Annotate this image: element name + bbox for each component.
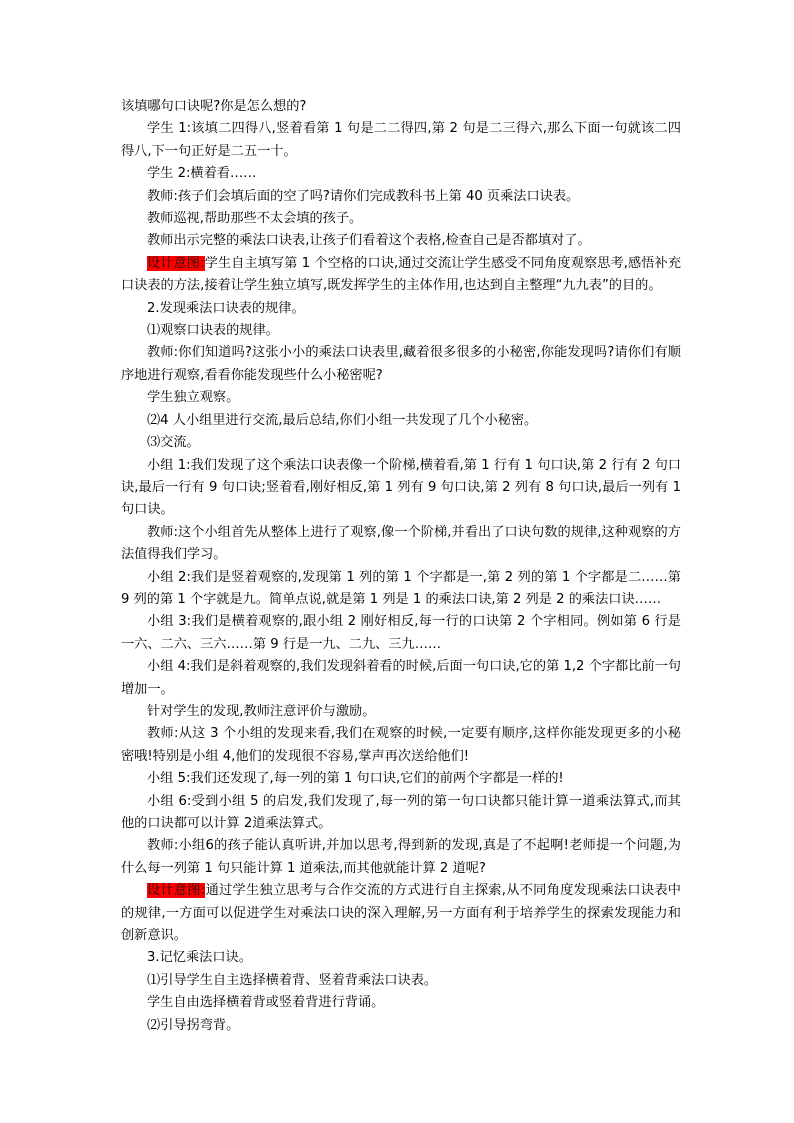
- paragraph: 该填哪句口诀呢?你是怎么想的?: [121, 99, 307, 114]
- paragraph: 小组 4:我们是斜着观察的,我们发现斜着看的时候,后面一句口诀,它的第 1,2 个字都比前一句增加一。: [121, 659, 681, 697]
- section-heading: 3.记忆乘法口诀。: [147, 950, 252, 966]
- document-body: [121, 96, 681, 1037]
- paragraph: 教师:你们知道吗?这张小小的乘法口诀表里,藏着很多很多的小秘密,你能发现吗?请你们有顺序地进行观察,看看你能发现些什么小秘密呢?: [121, 345, 681, 383]
- paragraph: 教师巡视,帮助那些不太会填的孩子。: [147, 211, 363, 227]
- design-intent-highlight: 设计意图:: [147, 883, 206, 899]
- paragraph: 教师出示完整的乘法口诀表,让孩子们看着这个表格,检查自己是否都填对了。: [147, 233, 591, 249]
- paragraph: 小组 3:我们是横着观察的,跟小组 2 刚好相反,每一行的口诀第 2 个字相同。例如第 6 行是一六、二六、三六……第 9 行是一九、二九、三九……: [121, 614, 681, 652]
- paragraph: 教师:小组6的孩子能认真听讲,并加以思考,得到新的发现,真是了不起啊!老师提一个问题,为什么每一列第 1 句只能计算 1 道乘法,而其他就能计算 2 道呢?: [121, 838, 681, 876]
- paragraph: 学生 1:该填二四得八,竖着看第 1 句是二二得四,第 2 句是二三得六,那么下面一句就该二四得八,下一句正好是二五一十。: [121, 121, 681, 159]
- paragraph: 学生 2:横着看……: [147, 166, 257, 182]
- paragraph: ⑴引导学生自主选择横着背、竖着背乘法口诀表。: [147, 972, 438, 988]
- paragraph: ⑴观察口诀表的规律。: [147, 323, 279, 339]
- paragraph: 教师:这个小组首先从整体上进行了观察,像一个阶梯,并看出了口诀句数的规律,这种观察的方法值得我们学习。: [121, 524, 681, 563]
- paragraph: 小组 1:我们发现了这个乘法口诀表像一个阶梯,横着看,第 1 行有 1 句口诀,第 2 行有 2 句口诀,最后一行有 9 句口诀;竖着看,刚好相反,第 1 列有 9 句口诀,第 2 列有 8 句口诀,最后一列有 1 句口诀。: [121, 457, 681, 518]
- design-intent-paragraph: 设计意图:通过学生独立思考与合作交流的方式进行自主探索,从不同角度发现乘法口诀表中的规律,一方面可以促进学生对乘法口诀的深入理解,另一方面有利于培养学生的探索发现能力和创新意识。: [121, 883, 681, 944]
- paragraph: 小组 2:我们是竖着观察的,发现第 1 列的第 1 个字都是一,第 2 列的第 1 个字都是二……第 9 列的第 1 个字就是九。简单点说,就是第 1 列是 1 的乘法口诀,第 2 列是 2 的乘法口诀……: [121, 569, 681, 607]
- paragraph: 学生独立观察。: [147, 390, 240, 406]
- design-intent-paragraph: 设计意图:学生自主填写第 1 个空格的口诀,通过交流让学生感受不同角度观察思考,感悟补充口诀表的方法,接着让学生独立填写,既发挥学生的主体作用,也达到自主整理“九九表”的目的。: [121, 255, 682, 294]
- paragraph: 针对学生的发现,教师注意评价与激励。: [147, 703, 376, 719]
- paragraph: ⑵引导拐弯背。: [147, 1017, 240, 1033]
- paragraph: ⑶交流。: [147, 435, 200, 451]
- paragraph: ⑵4 人小组里进行交流,最后总结,你们小组一共发现了几个小秘密。: [147, 412, 538, 428]
- paragraph: 小组 6:受到小组 5 的启发,我们发现了,每一列的第一句口诀都只能计算一道乘法算式,而其他的口诀都可以计算 2道乘法算式。: [121, 793, 681, 831]
- paragraph: 学生自由选择横着背或竖着背进行背诵。: [147, 995, 385, 1011]
- design-intent-highlight: 设计意图:: [147, 255, 205, 271]
- paragraph: 教师:孩子们会填后面的空了吗?请你们完成教科书上第 40 页乘法口诀表。: [147, 188, 580, 204]
- paragraph: 教师:从这 3 个小组的发现来看,我们在观察的时候,一定要有顺序,这样你能发现更多的小秘密哦!特别是小组 4,他们的发现很不容易,掌声再次送给他们!: [121, 726, 681, 764]
- paragraph: 小组 5:我们还发现了,每一列的第 1 句口诀,它们的前两个字都是一样的!: [147, 771, 564, 787]
- section-heading: 2.发现乘法口诀表的规律。: [147, 300, 305, 316]
